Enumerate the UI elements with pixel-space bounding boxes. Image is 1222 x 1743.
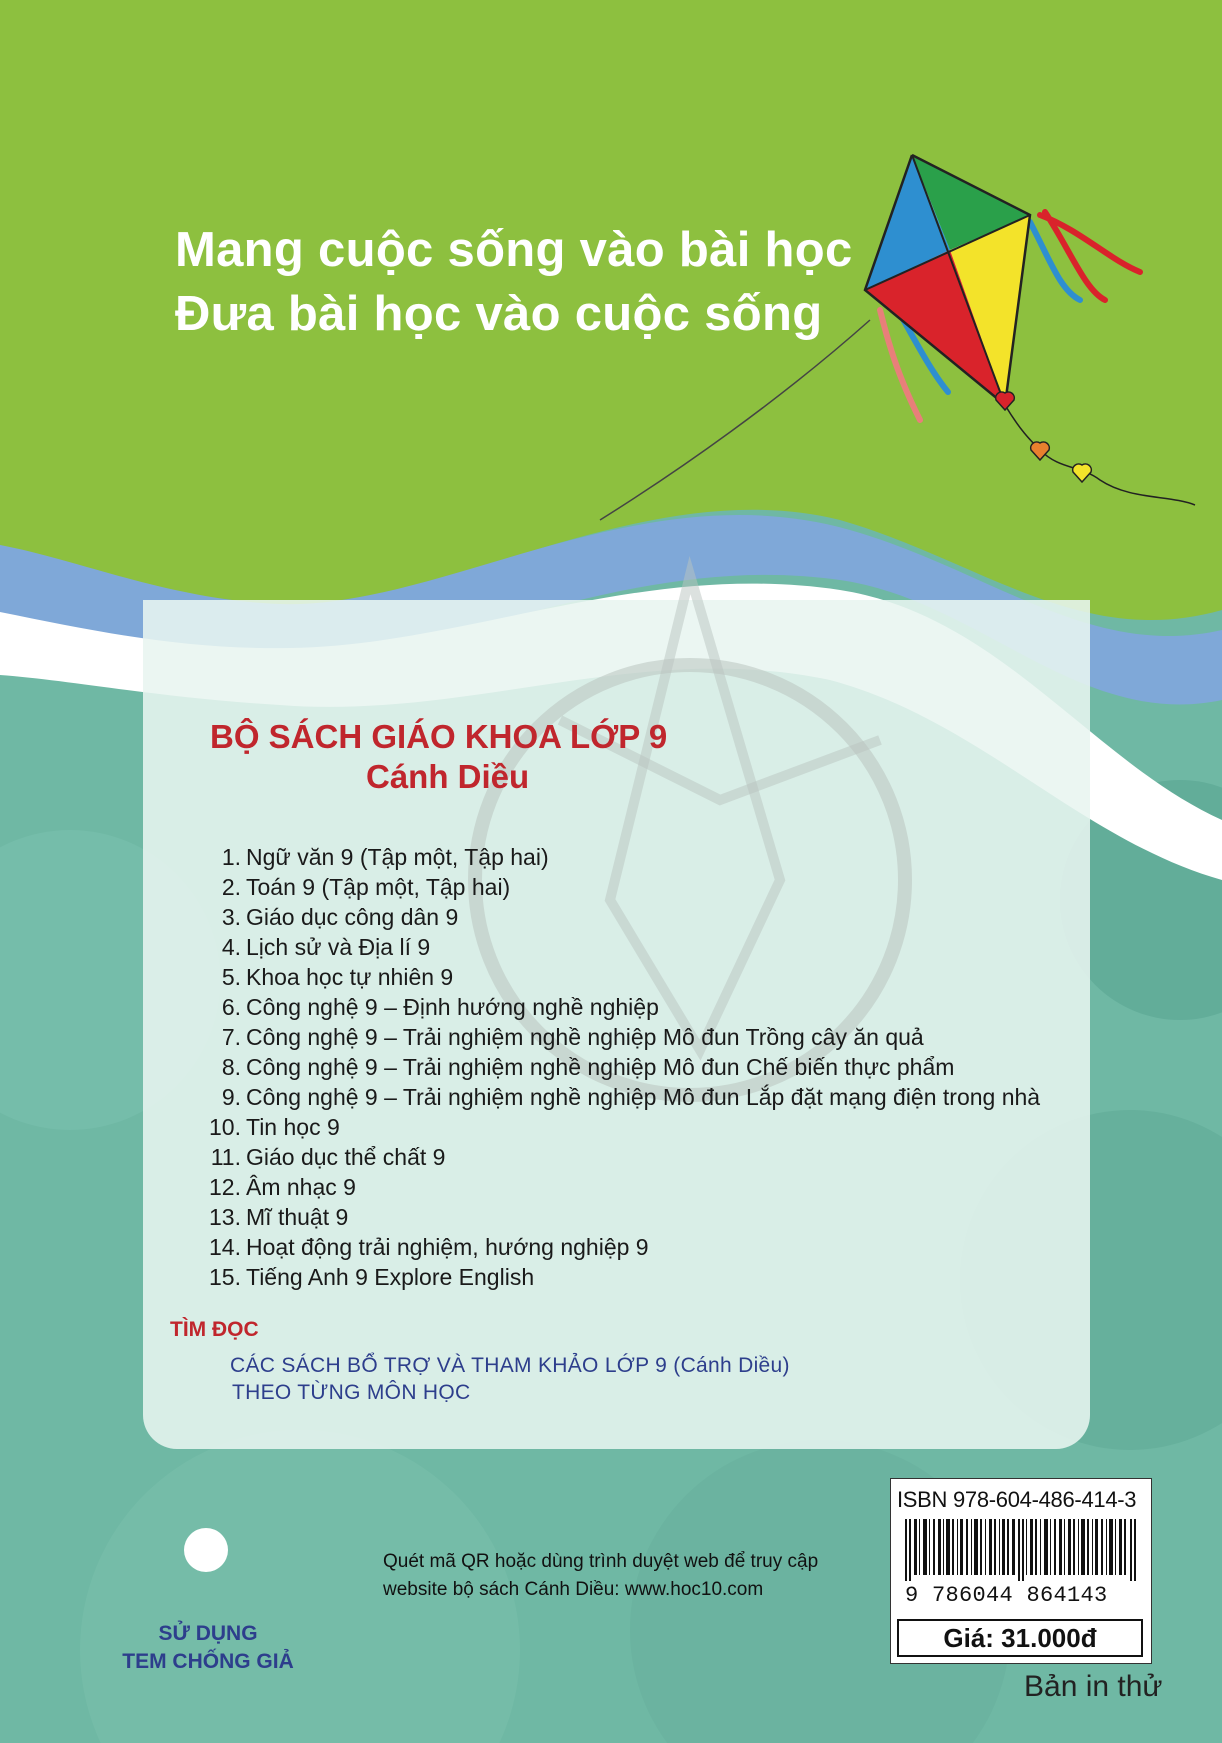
list-item-title: Tin học 9 bbox=[246, 1114, 340, 1140]
list-item-number: 13. bbox=[209, 1204, 241, 1230]
isbn-label: ISBN 978-604-486-414-3 bbox=[897, 1487, 1137, 1512]
list-item-number: 11. bbox=[210, 1144, 241, 1170]
list-item-number: 1. bbox=[221, 844, 241, 870]
list-item bbox=[205, 1172, 1040, 1202]
list-item-title: Công nghệ 9 – Trải nghiệm nghề nghiệp Mô đun Trồng cây ăn quả bbox=[246, 1024, 924, 1050]
barcode-digits: 9 786044 864143 bbox=[905, 1583, 1108, 1608]
qr-note bbox=[383, 1548, 818, 1604]
list-item-number: 14. bbox=[209, 1234, 241, 1260]
list-item-title: Công nghệ 9 – Trải nghiệm nghề nghiệp Mô đun Chế biến thực phẩm bbox=[246, 1054, 955, 1080]
list-item-number: 6. bbox=[221, 994, 241, 1020]
list-item-number: 7. bbox=[221, 1024, 241, 1050]
qr-note-line-2: website bộ sách Cánh Diều: www.hoc10.com bbox=[383, 1579, 764, 1600]
list-item-title: Hoạt động trải nghiệm, hướng nghiệp 9 bbox=[246, 1234, 649, 1260]
list-item-number: 8. bbox=[221, 1054, 241, 1080]
list-item bbox=[205, 902, 1040, 932]
list-item-title: Lịch sử và Địa lí 9 bbox=[246, 934, 431, 960]
list-item-number: 4. bbox=[221, 934, 241, 960]
list-item bbox=[205, 842, 1040, 872]
list-item bbox=[205, 1052, 1040, 1082]
list-item bbox=[205, 992, 1040, 1022]
list-item-title: Khoa học tự nhiên 9 bbox=[246, 964, 454, 990]
list-item bbox=[205, 1082, 1040, 1112]
list-item-title: Mĩ thuật 9 bbox=[246, 1204, 349, 1230]
list-item-title: Âm nhạc 9 bbox=[246, 1174, 356, 1200]
list-item-number: 9. bbox=[221, 1084, 241, 1110]
price-label: Giá: 31.000đ bbox=[897, 1619, 1143, 1657]
list-item-number: 10. bbox=[209, 1114, 241, 1140]
list-item-title: Tiếng Anh 9 Explore English bbox=[246, 1264, 535, 1290]
list-item bbox=[205, 1232, 1040, 1262]
list-item-number: 15. bbox=[209, 1264, 241, 1290]
list-item-title: Giáo dục thể chất 9 bbox=[246, 1144, 446, 1170]
list-item bbox=[205, 932, 1040, 962]
qr-note-line-1: Quét mã QR hoặc dùng trình duyệt web để truy cập bbox=[383, 1551, 819, 1572]
list-item bbox=[205, 1262, 1040, 1292]
list-item-number: 3. bbox=[221, 904, 241, 930]
list-item-title: Công nghệ 9 – Trải nghiệm nghề nghiệp Mô đun Lắp đặt mạng điện trong nhà bbox=[246, 1084, 1041, 1110]
barcode-icon bbox=[905, 1519, 1139, 1581]
list-item-title: Giáo dục công dân 9 bbox=[246, 904, 459, 930]
list-item-number: 12. bbox=[209, 1174, 241, 1200]
draft-label: Bản in thử bbox=[1024, 1670, 1163, 1703]
list-item bbox=[205, 1202, 1040, 1232]
list-item bbox=[205, 962, 1040, 992]
list-item bbox=[205, 1022, 1040, 1052]
list-item bbox=[205, 1142, 1040, 1172]
list-item bbox=[205, 872, 1040, 902]
list-item-number: 5. bbox=[221, 964, 241, 990]
list-item-title: Ngữ văn 9 (Tập một, Tập hai) bbox=[246, 844, 549, 870]
find-label: TÌM ĐỌC bbox=[170, 1318, 259, 1341]
anti-counterfeit-line-1: SỬ DỤNG bbox=[158, 1622, 258, 1645]
list-item-title: Công nghệ 9 – Định hướng nghề nghiệp bbox=[246, 994, 659, 1020]
list-item-number: 2. bbox=[221, 874, 241, 900]
find-line-2: THEO TỪNG MÔN HỌC bbox=[232, 1381, 471, 1404]
list-item bbox=[205, 1112, 1040, 1142]
list-item-title: Toán 9 (Tập một, Tập hai) bbox=[246, 874, 511, 900]
isbn-box bbox=[890, 1478, 1152, 1664]
series-subtitle: Cánh Diều bbox=[366, 758, 530, 795]
find-line-1: CÁC SÁCH BỔ TRỢ VÀ THAM KHẢO LỚP 9 (Cánh Diều) bbox=[230, 1354, 790, 1377]
book-list bbox=[205, 842, 1040, 1292]
series-title: BỘ SÁCH GIÁO KHOA LỚP 9 bbox=[210, 718, 668, 755]
slogan-line-1: Mang cuộc sống vào bài học bbox=[175, 223, 853, 277]
anti-counterfeit-line-2: TEM CHỐNG GIẢ bbox=[122, 1650, 294, 1673]
anti-counterfeit-stamp-spot bbox=[184, 1528, 228, 1572]
slogan-line-2: Đưa bài học vào cuộc sống bbox=[175, 287, 823, 341]
anti-counterfeit-note bbox=[108, 1620, 308, 1676]
